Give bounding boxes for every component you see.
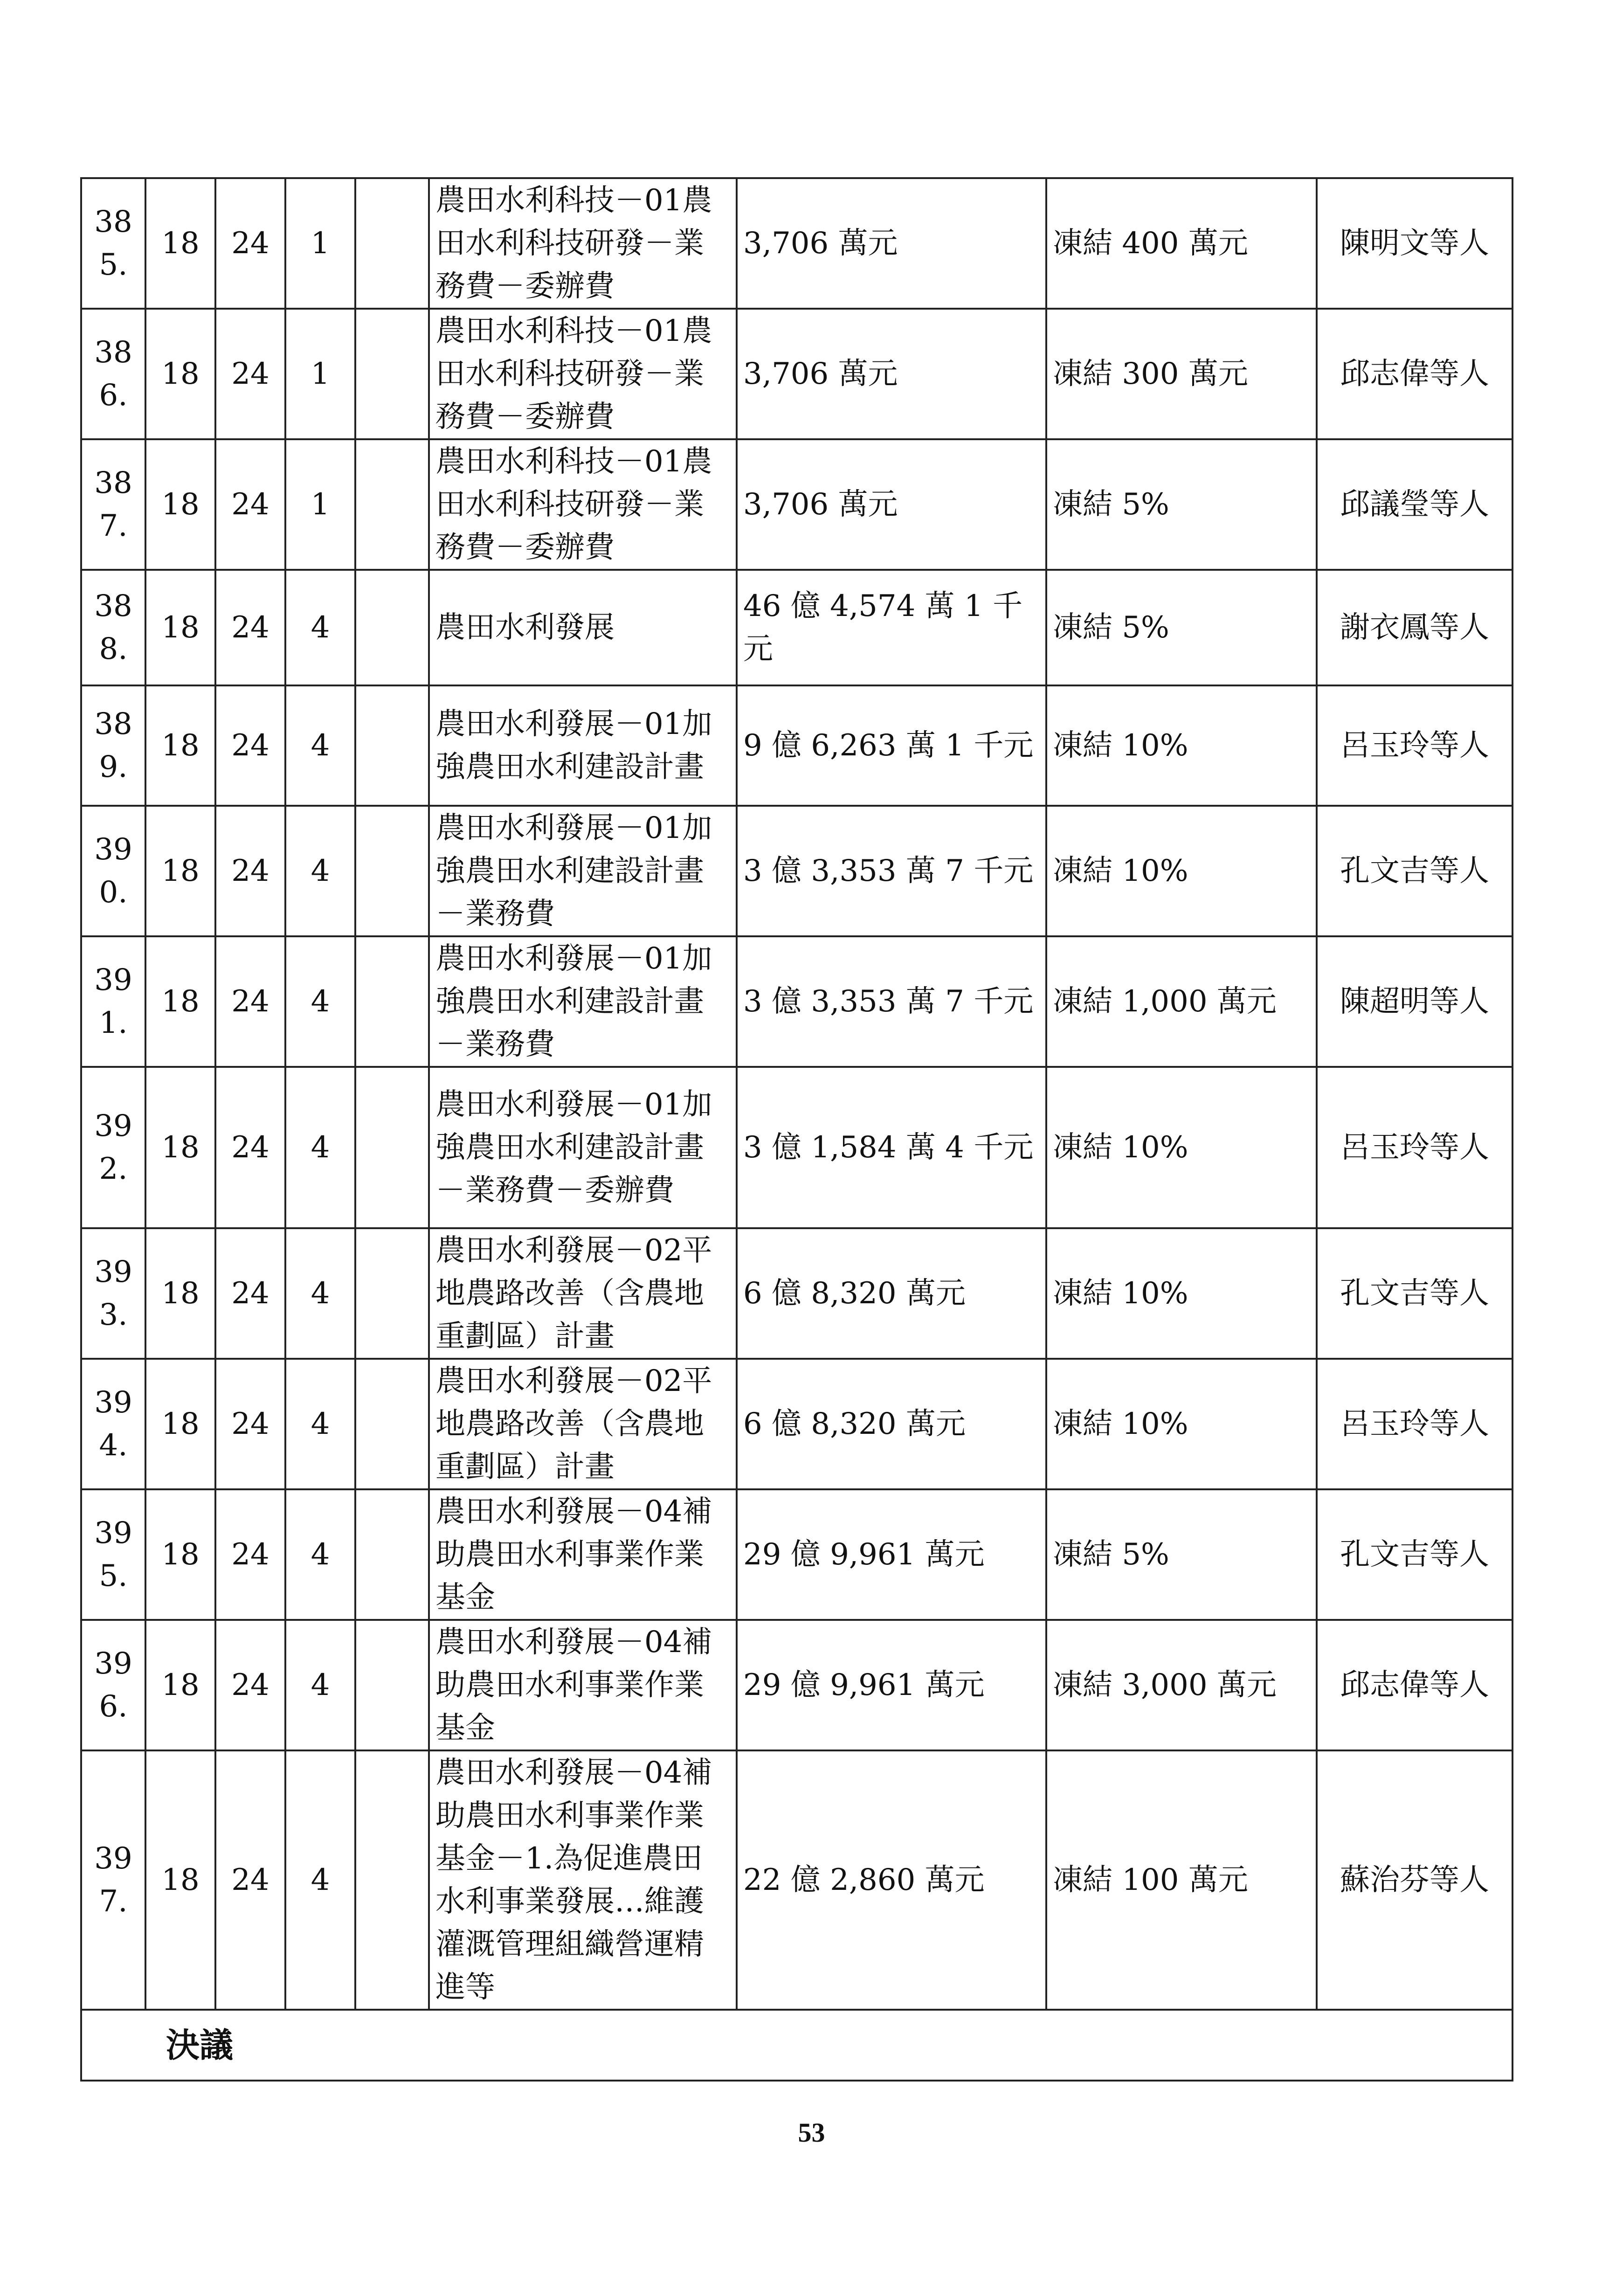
- budget-item: 農田水利發展－04補助農田水利事業作業基金: [429, 1620, 737, 1750]
- code-col-3: 4: [285, 685, 355, 806]
- budget-amount: 3 億 1,584 萬 4 千元: [737, 1067, 1046, 1228]
- budget-item: 農田水利發展－01加強農田水利建設計畫－業務費: [429, 936, 737, 1067]
- code-col-3: 4: [285, 570, 355, 685]
- code-col-4: [355, 1489, 429, 1620]
- freeze-motion: 凍結 300 萬元: [1046, 309, 1317, 439]
- code-col-3: 4: [285, 1489, 355, 1620]
- code-col-4: [355, 1620, 429, 1750]
- budget-item: 農田水利發展－01加強農田水利建設計畫－業務費－委辦費: [429, 1067, 737, 1228]
- code-col-2: 24: [215, 1620, 285, 1750]
- row-number: 393.: [81, 1228, 145, 1359]
- code-col-1: 18: [145, 1750, 215, 2010]
- budget-item: 農田水利發展－02平地農路改善（含農地重劃區）計畫: [429, 1228, 737, 1359]
- code-col-4: [355, 936, 429, 1067]
- table-row: [81, 570, 1512, 685]
- code-col-2: 24: [215, 309, 285, 439]
- row-number: 395.: [81, 1489, 145, 1620]
- code-col-2: 24: [215, 1359, 285, 1489]
- resolution-label: 決議: [81, 2010, 1512, 2081]
- budget-item: 農田水利發展: [429, 570, 737, 685]
- table-row: [81, 1620, 1512, 1750]
- code-col-1: 18: [145, 936, 215, 1067]
- table-row: [81, 439, 1512, 570]
- code-col-2: 24: [215, 1228, 285, 1359]
- page-number: 53: [798, 2117, 825, 2148]
- budget-amount: 3,706 萬元: [737, 178, 1046, 309]
- row-number: 394.: [81, 1359, 145, 1489]
- budget-amount: 3,706 萬元: [737, 439, 1046, 570]
- table-body: [81, 178, 1512, 2010]
- table-row: [81, 806, 1512, 936]
- code-col-2: 24: [215, 1750, 285, 2010]
- budget-item: 農田水利科技－01農田水利科技研發－業務費－委辦費: [429, 178, 737, 309]
- row-number: 387.: [81, 439, 145, 570]
- freeze-motion: 凍結 10%: [1046, 685, 1317, 806]
- table-row: [81, 1489, 1512, 1620]
- freeze-motion: 凍結 1,000 萬元: [1046, 936, 1317, 1067]
- freeze-motion: 凍結 10%: [1046, 1067, 1317, 1228]
- code-col-4: [355, 1067, 429, 1228]
- code-col-4: [355, 309, 429, 439]
- code-col-3: 4: [285, 1750, 355, 2010]
- budget-amount: 29 億 9,961 萬元: [737, 1620, 1046, 1750]
- code-col-4: [355, 1228, 429, 1359]
- code-col-4: [355, 1750, 429, 2010]
- proposer: 孔文吉等人: [1317, 1228, 1512, 1359]
- table-row: [81, 685, 1512, 806]
- row-number: 388.: [81, 570, 145, 685]
- budget-item: 農田水利發展－04補助農田水利事業作業基金: [429, 1489, 737, 1620]
- code-col-2: 24: [215, 685, 285, 806]
- row-number: 392.: [81, 1067, 145, 1228]
- table-row: [81, 1359, 1512, 1489]
- code-col-1: 18: [145, 1359, 215, 1489]
- resolution-row: [81, 2010, 1512, 2081]
- code-col-4: [355, 806, 429, 936]
- code-col-2: 24: [215, 570, 285, 685]
- code-col-4: [355, 439, 429, 570]
- budget-amount: 9 億 6,263 萬 1 千元: [737, 685, 1046, 806]
- budget-amount: 6 億 8,320 萬元: [737, 1228, 1046, 1359]
- code-col-1: 18: [145, 1489, 215, 1620]
- code-col-2: 24: [215, 178, 285, 309]
- proposer: 呂玉玲等人: [1317, 685, 1512, 806]
- freeze-motion: 凍結 5%: [1046, 439, 1317, 570]
- proposer: 呂玉玲等人: [1317, 1067, 1512, 1228]
- proposer: 呂玉玲等人: [1317, 1359, 1512, 1489]
- code-col-1: 18: [145, 1620, 215, 1750]
- freeze-motion: 凍結 3,000 萬元: [1046, 1620, 1317, 1750]
- code-col-1: 18: [145, 806, 215, 936]
- code-col-3: 4: [285, 1620, 355, 1750]
- code-col-4: [355, 570, 429, 685]
- proposer: 陳明文等人: [1317, 178, 1512, 309]
- budget-item: 農田水利科技－01農田水利科技研發－業務費－委辦費: [429, 439, 737, 570]
- code-col-3: 4: [285, 1067, 355, 1228]
- proposer: 孔文吉等人: [1317, 806, 1512, 936]
- code-col-3: 4: [285, 1359, 355, 1489]
- freeze-motion: 凍結 5%: [1046, 570, 1317, 685]
- code-col-4: [355, 685, 429, 806]
- row-number: 391.: [81, 936, 145, 1067]
- budget-amount: 46 億 4,574 萬 1 千元: [737, 570, 1046, 685]
- row-number: 386.: [81, 309, 145, 439]
- code-col-2: 24: [215, 1489, 285, 1620]
- code-col-2: 24: [215, 1067, 285, 1228]
- code-col-4: [355, 178, 429, 309]
- row-number: 397.: [81, 1750, 145, 2010]
- budget-amount: 22 億 2,860 萬元: [737, 1750, 1046, 2010]
- budget-amount: 29 億 9,961 萬元: [737, 1489, 1046, 1620]
- budget-item: 農田水利發展－04補助農田水利事業作業基金－1.為促進農田水利事業發展…維護灌溉管理組織營運精進等: [429, 1750, 737, 2010]
- budget-amount: 3 億 3,353 萬 7 千元: [737, 806, 1046, 936]
- code-col-1: 18: [145, 570, 215, 685]
- code-col-2: 24: [215, 806, 285, 936]
- row-number: 390.: [81, 806, 145, 936]
- code-col-2: 24: [215, 936, 285, 1067]
- freeze-motion: 凍結 100 萬元: [1046, 1750, 1317, 2010]
- proposer: 邱議瑩等人: [1317, 439, 1512, 570]
- row-number: 396.: [81, 1620, 145, 1750]
- code-col-2: 24: [215, 439, 285, 570]
- table-row: [81, 1228, 1512, 1359]
- budget-amount: 3,706 萬元: [737, 309, 1046, 439]
- code-col-3: 4: [285, 936, 355, 1067]
- code-col-4: [355, 1359, 429, 1489]
- code-col-1: 18: [145, 685, 215, 806]
- code-col-3: 1: [285, 439, 355, 570]
- proposer: 謝衣鳳等人: [1317, 570, 1512, 685]
- freeze-motion: 凍結 10%: [1046, 1228, 1317, 1359]
- table-row: [81, 309, 1512, 439]
- freeze-motion: 凍結 400 萬元: [1046, 178, 1317, 309]
- proposer: 邱志偉等人: [1317, 1620, 1512, 1750]
- code-col-3: 4: [285, 1228, 355, 1359]
- table-row: [81, 1750, 1512, 2010]
- proposer: 陳超明等人: [1317, 936, 1512, 1067]
- row-number: 385.: [81, 178, 145, 309]
- freeze-motion: 凍結 10%: [1046, 1359, 1317, 1489]
- table-row: [81, 936, 1512, 1067]
- budget-amount: 6 億 8,320 萬元: [737, 1359, 1046, 1489]
- code-col-1: 18: [145, 439, 215, 570]
- code-col-3: 1: [285, 309, 355, 439]
- budget-item: 農田水利發展－01加強農田水利建設計畫: [429, 685, 737, 806]
- code-col-3: 4: [285, 806, 355, 936]
- freeze-motion: 凍結 5%: [1046, 1489, 1317, 1620]
- code-col-3: 1: [285, 178, 355, 309]
- table-row: [81, 1067, 1512, 1228]
- budget-item: 農田水利發展－01加強農田水利建設計畫－業務費: [429, 806, 737, 936]
- freeze-motion: 凍結 10%: [1046, 806, 1317, 936]
- budget-item: 農田水利發展－02平地農路改善（含農地重劃區）計畫: [429, 1359, 737, 1489]
- code-col-1: 18: [145, 178, 215, 309]
- budget-item: 農田水利科技－01農田水利科技研發－業務費－委辦費: [429, 309, 737, 439]
- proposer: 蘇治芬等人: [1317, 1750, 1512, 2010]
- row-number: 389.: [81, 685, 145, 806]
- proposer: 邱志偉等人: [1317, 309, 1512, 439]
- budget-amount: 3 億 3,353 萬 7 千元: [737, 936, 1046, 1067]
- code-col-1: 18: [145, 309, 215, 439]
- code-col-1: 18: [145, 1067, 215, 1228]
- table-row: [81, 178, 1512, 309]
- proposer: 孔文吉等人: [1317, 1489, 1512, 1620]
- code-col-1: 18: [145, 1228, 215, 1359]
- budget-freeze-table: [80, 177, 1513, 2082]
